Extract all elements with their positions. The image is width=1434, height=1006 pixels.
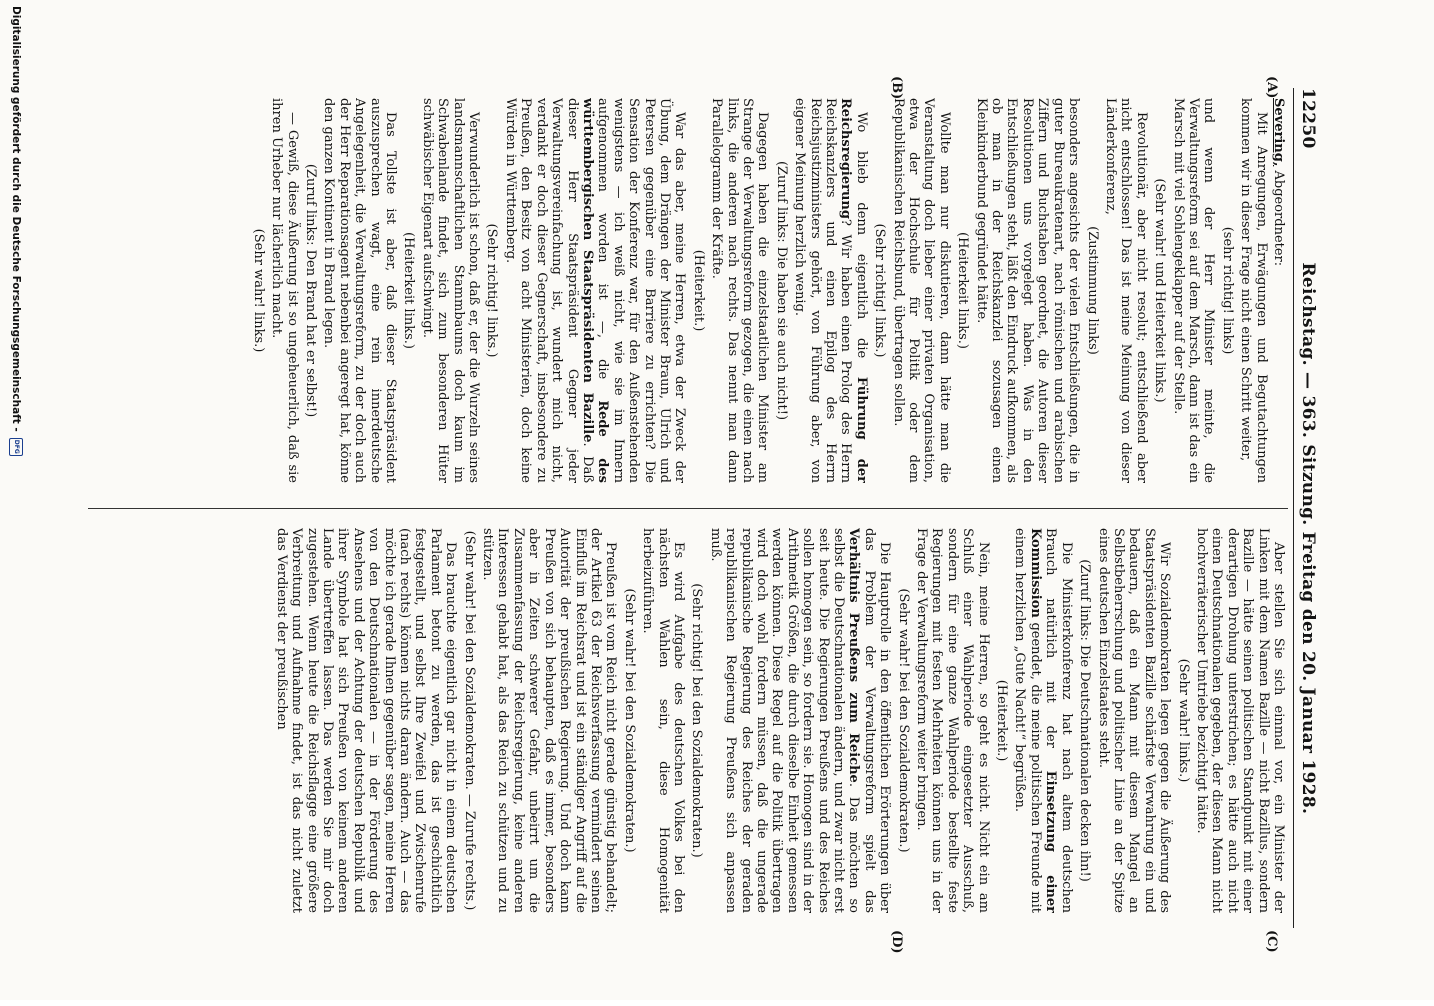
dfg-logo-icon: DFG [9,438,23,456]
digitization-footer [6,0,26,1006]
margin-marker-c: (C) [1264,930,1279,953]
interjection: (Sehr richtig! links.) [484,223,500,358]
interjection: (Sehr richtig! bei den Sozialdemokraten.) [689,583,705,858]
interjection: (Sehr wahr! links.) [250,228,266,353]
emphasized-phrase: Einsetzung einer Kommission [1027,528,1059,913]
speaker-line [1271,98,1286,483]
paragraph: Wo blieb denn eigentlich die Führung der Reichsregierung? Wir haben einen Prolog des Herrn Reichskanzlers und einen Epilog des Herrn Reichsjustizministers gehört, von Führung aber, von eigener Meinung herzlich wenig. [792,98,869,483]
margin-marker-d: (D) [889,930,904,954]
paragraph: Verwunderlich ist schon, daß er, der die Wurzeln seines landsmannschaftlichen Stammbaums doch kaum im Schwabenlande findet, sich zum besonderen Hüter schwäbischer Eigenart aufschwingt. [419,98,482,483]
interjection: (Heiterkeit links.) [401,232,417,349]
paragraph: besonders angesichts der vielen Entschließungen, die in guter Bureaukratenart, nach römischen und arabischen Ziffern und Buchstaben geordnet, die Autoren dieser Resolutionen uns vorgelegt haben. Was in den Entschließungen steht, läßt den Eindruck aufkommen, als ob man in der Reichskanzlei sozusagen einen Kleinkinderbund gegründet hätte. [973,98,1082,483]
paragraph: Dagegen haben die einzelstaatlichen Minister am Strange der Verwaltungsreform gezogen, die einen nach links, die anderen nach rechts. Das nennt man dann Parallelogramm der Kräfte. [709,98,771,483]
interjection: (Sehr wahr! bei den Sozialdemokraten. — Zurufe rechts.) [461,530,477,911]
paragraph: — Gewiß, diese Äußerung ist so ungeheuerlich, daß sie ihren Urheber nur lächerlich macht. [269,98,300,483]
footer-text: Digitalisierung gefördert durch die Deutsche Forschungsgemeinschaft - [10,6,22,432]
emphasized-phrase: Verhältnis Preußens zum Reiche [846,528,862,783]
interjection: (Sehr wahr! bei den Sozialdemokraten.) [895,588,911,853]
paragraph: Nein, meine Herren, so geht es nicht. Nicht ein am Schluß einer Wahlperiode eingesetzter Ausschuß, sondern für eine ganze Wahlperiode bestellte feste Regierungen mit festen Mehrheiten können uns in der Frage der Verwaltungsreform weiter bringen. [914,528,991,913]
interjection: (Zuruf links: Die haben sie auch nicht!) [773,160,789,421]
interjection: (Sehr wahr! links.) [1175,658,1191,783]
emphasized-phrase: Führung der Reichsregierung [838,98,869,483]
margin-marker-a: (A) [1264,76,1279,99]
paragraph: und wenn der Herr Minister meinte, die Verwaltungsreform sei auf dem Marsch, dann ist das ein Marsch mit viel Sohlengeklapper auf der Stelle. [1170,98,1217,483]
interjection: (Heiterkeit.) [690,249,706,332]
speaker-name: Severing, [1271,98,1286,167]
page-header [1290,88,1326,928]
paragraph: Es wird Aufgabe des deutschen Volkes bei den nächsten Wahlen sein, diese Homogenität herbeizuführen. [640,528,686,913]
paragraph: Das brauchte eigentlich gar nicht in einem deutschen Parlament betont zu werden, das ist geschichtlich festgestellt, und selbst Ihre Zweifel und Zwischenrufe (nach rechts) können nichts daran ändern. Auch — das möchte ich gerade Ihnen gegenüber sagen, meine Herren von den Deutschnationalen — in der Förderung des Ansehens und der Achtung der deutschen Republik und ihrer Symbole hat sich Preußen von keinem anderen Lande übertreffen lassen. Das werden Sie mir doch zugestehen. Wenn heute die Reichsflagge eine größere Verbreitung und Aufnahme findet, ist das nicht zuletzt das Verdienst der preußischen [273,528,459,913]
paragraph: Das Tollste ist aber, daß dieser Staatspräsident auszusprechen wagt, eine rein innerdeutsche Angelegenheit, die Verwaltungsreform, zu der doch auch der Herr Reparationsagent nebenbei angeregt hat, könne den ganzen Kontinent in Brand legen. [321,98,399,483]
interjection: (Zuruf links: Den Brand hat er selbst!) [303,163,319,418]
left-column [76,98,1286,483]
interjection: (Sehr richtig! links.) [872,223,888,358]
interjection: (Sehr wahr! und Heiterkeit links.) [1152,178,1168,403]
speaker-role: Abgeordneter: [1271,170,1286,267]
paragraph: Die Ministerkonferenz hat nach altem deutschen Brauch natürlich mit der Einsetzung einer Kommission geendet, die meine politischen Freunde mit einem herzlichen „Gute Nacht!“ begrüßen. [1012,528,1074,913]
page-title: Reichstag. — 363. Sitzung. Freitag den 20. Januar 1928. [1298,262,1318,815]
column-divider [88,508,1288,509]
header-rule [1293,88,1294,928]
interjection: (Heiterkeit links.) [955,232,971,349]
page-number: 12250 [1298,88,1318,149]
paragraph: Wollte man nur diskutieren, dann hätte man die Veranstaltung doch lieber einer privaten Organisation, etwa der Hochschule für Politik oder dem Republikanischen Reichsbund, übertragen sollen. [890,98,952,483]
right-column [76,528,1286,913]
paragraph: Die Hauptrolle in den öffentlichen Erörterungen über das Problem der Verwaltungsreform spielt das Verhältnis Preußens zum Reiche. Das möchten so selbst die Deutschnationalen ändern, und zwar nicht erst seit heute. Die Regierungen Preußens und des Reiches sollen homogen sein, so fordern sie. Homogen sind in der Arithmetik Größen, die durch dieselbe Einheit gemessen werden können. Diese Regel auf die Politik übertragen wird doch wohl fordern müssen, daß die ungerade republikanische Regierung des Reiches der geraden republikanischen Regierung Preußens sich anpassen muß. [707,528,893,913]
emphasized-phrase: Rede des württembergischen Staatspräsidenten Bazille [579,98,611,483]
interjection: (sehr richtig! links) [1219,226,1235,355]
paragraph: War das aber, meine Herren, etwa der Zweck der Übung, dem Drängen der Minister Braun, Ulrich und Petersen gegenüber eine Barriere zu errichten? Die Sensation der Konferenz war, für den Außenstehenden wenigstens — ich weiß nicht, wie sie im Innern aufgenommen worden ist —, die Rede des württembergischen Staatspräsidenten Bazille. Daß dieser Herr Staatspräsident Gegner jeder Verwaltungsvereinfachung ist, wundert mich nicht, verdankt er doch dieser Gegnerschaft, insbesondere zu Preußen, den Besitz von acht Ministerien, doch keine Würden in Württemberg. [502,98,688,483]
paragraph: Preußen ist vom Reich nicht gerade günstig behandelt; der Artikel 63 der Reichsverfassung vermindert seinen Einfluß im Reichsrat und ist ein ständiger Angriff auf die Autorität der preußischen Regierung. Und doch kann Preußen von sich behaupten, daß es immer, besonders aber in Zeiten schwerer Gefahr, unbeirrt um die Zusammenfassung der Reichsregierung, keine anderen Interessen gehabt hat, als das Reich zu schützen und zu stützen. [480,528,619,913]
paragraph: Mit Anregungen, Erwägungen und Begutachtungen kommen wir in dieser Frage nicht einen Schritt weiter, [1238,98,1269,483]
paragraph: Revolutionär, aber nicht resolut; entschließend aber nicht entschlossen! Das ist meine Meinung von dieser Länderkonferenz, [1102,98,1149,483]
interjection: (Zustimmung links) [1084,226,1100,355]
interjection: (Sehr wahr! bei den Sozialdemokraten.) [621,588,637,853]
margin-marker-b: (B) [889,76,904,100]
paragraph: Wir Sozialdemokraten legen gegen die Äußerung des Staatspräsidenten Bazille schärfste Verwahrung ein und bedauern, daß ein Mann mit diesem Mangel an Selbstbeherrschung und politischer Linie an der Spitze eines deutschen Einzelstaates steht. [1095,528,1173,913]
interjection: (Zuruf links: Die Deutschnationalen decken ihn!) [1077,559,1093,882]
paragraph: Aber stellen Sie sich einmal vor, ein Minister der Linken mit dem Namen Bazille — nicht Bazillus, sondern Bazille — hätte seinen politischen Standpunkt mit einer derartigen Drohung unterstrichen; es hätte auch nicht einen Deutschnationalen gegeben, der diesen Mann nicht hochverräterischer Umtriebe bezichtigt hätte. [1193,528,1286,913]
interjection: (Heiterkeit.) [994,679,1010,762]
